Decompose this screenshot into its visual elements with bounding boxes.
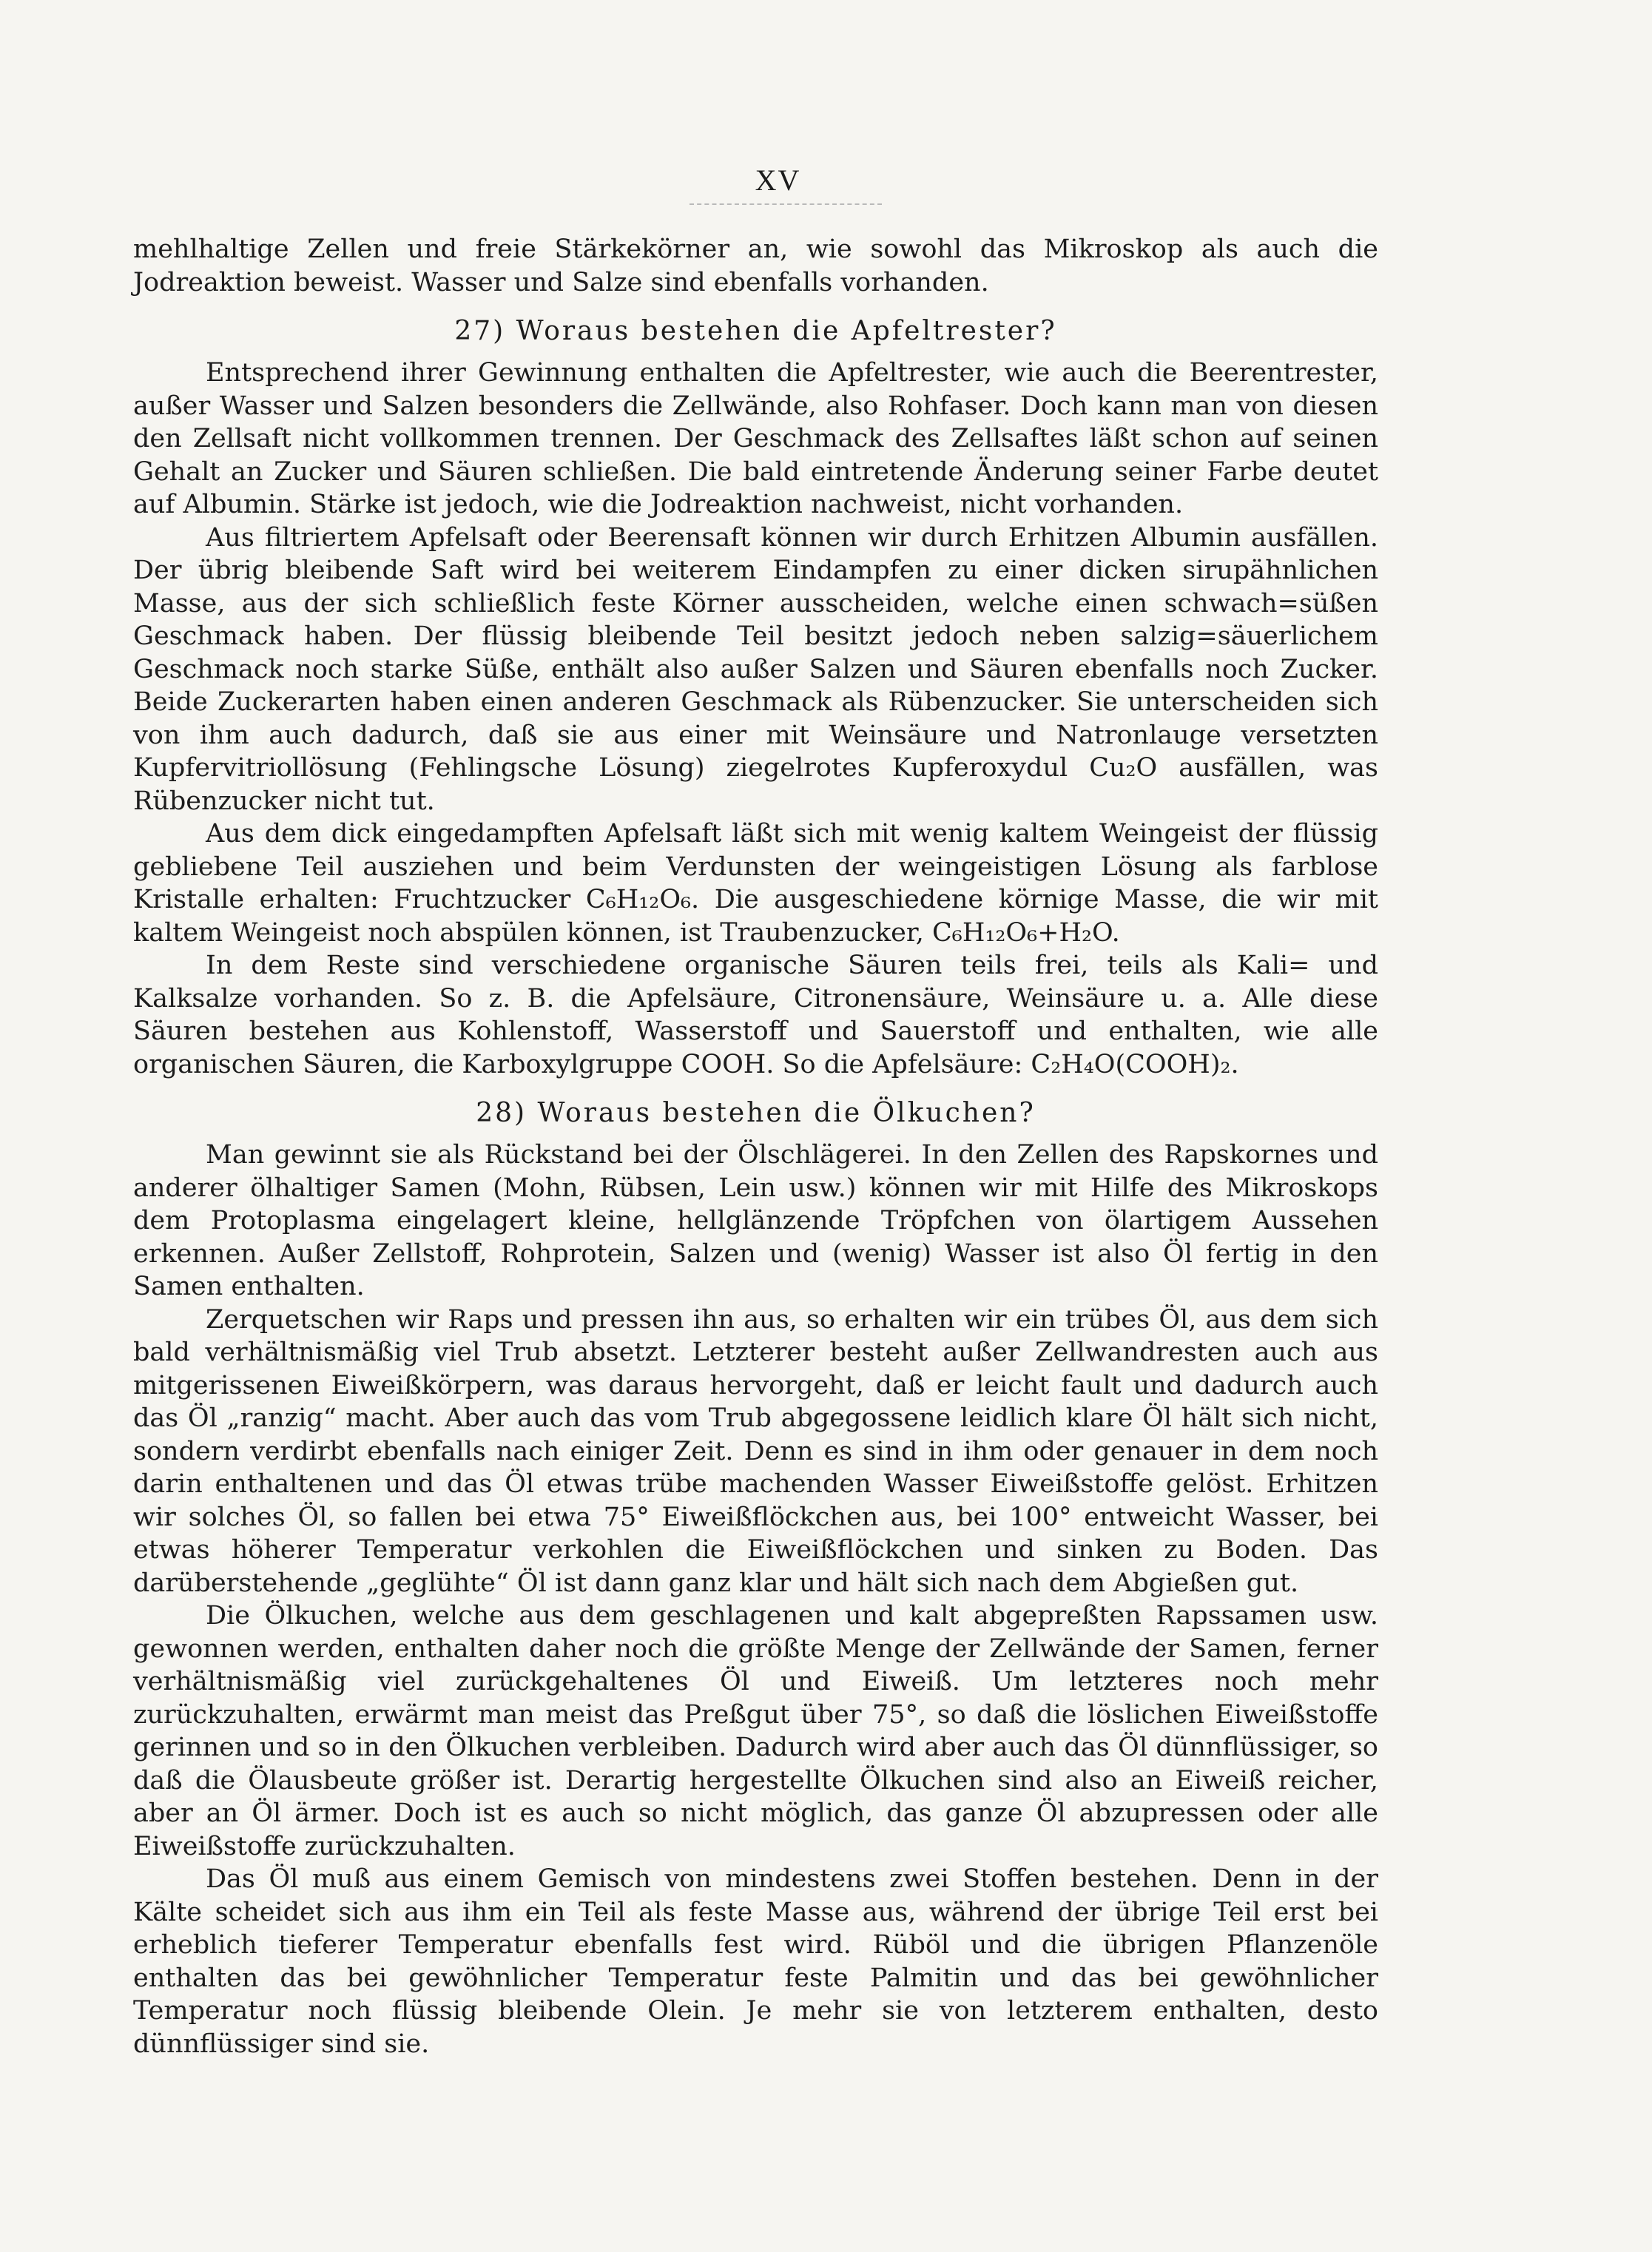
question-heading-27: 27) Woraus bestehen die Apfeltrester? [454, 316, 1057, 346]
question-heading-28: 28) Woraus bestehen die Ölkuchen? [476, 1098, 1036, 1128]
paragraph-raps-pressen: Zerquetschen wir Raps und pressen ihn aus, so erhalten wir ein trübes Öl, aus dem sich bald verhältnismäßig viel Trub absetzt. Letzterer besteht außer Zellwandresten auch aus mitgerissenen Eiweißkörpern, was daraus hervorgeht, daß er leicht fault und dadurch auch das Öl „ranzig“ macht. Aber auch das vom Trub abgegossene leidlich klare Öl hält sich nicht, sondern verdirbt ebenfalls nach einiger Zeit. Denn es sind in ihm oder genauer in dem noch darin enthaltenen und das Öl etwas trübe machenden Wasser Eiweißstoffe gelöst. Erhitzen wir solches Öl, so fallen bei etwa 75° Eiweißflöckchen aus, bei 100° entweicht Wasser, bei etwas höherer Temperatur verkohlen die Eiweißflöckchen und sinken zu Boden. Das darüberstehende „geglühte“ Öl ist dann ganz klar und hält sich nach dem Abgießen gut. [133, 1304, 1378, 1598]
paragraph-oel-gemisch: Das Öl muß aus einem Gemisch von mindestens zwei Stoffen bestehen. Denn in der Kälte scheidet sich aus ihm ein Teil als feste Masse aus, während der übrige Teil erst bei erheblich tieferer Temperatur ebenfalls fest wird. Rüböl und die übrigen Pflanzenöle enthalten das bei gewöhnlicher Temperatur feste Palmitin und das bei gewöhnlicher Temperatur noch flüssig bleibende Olein. Je mehr sie von letzterem enthalten, desto dünnflüssiger sind sie. [133, 1864, 1378, 2059]
paragraph-apfelsaft-zucker: Aus filtriertem Apfelsaft oder Beerensaft können wir durch Erhitzen Albumin ausfällen. Der übrig bleibende Saft wird bei weiterem Eindampfen zu einer dicken sirupähnlichen Masse, aus der sich schließlich feste Körner ausscheiden, welche einen schwach=süßen Geschmack haben. Der flüssig bleibende Teil besitzt jedoch neben salzig=säuerlichem Geschmack noch starke Süße, enthält also außer Salzen und Säuren ebenfalls noch Zucker. Beide Zuckerarten haben einen anderen Geschmack als Rübenzucker. Sie unterscheiden sich von ihm auch dadurch, daß sie aus einer mit Weinsäure und Natronlauge versetzten Kupfervitriollösung (Fehlingsche Lösung) ziegelrotes Kupferoxydul Cu₂O ausfällen, was Rübenzucker nicht tut. [133, 522, 1378, 816]
paragraph-continuation: mehlhaltige Zellen und freie Stärkekörner an, wie sowohl das Mikroskop als auch die Jodreaktion beweist. Wasser und Salze sind ebenfalls vorhanden. [133, 235, 1378, 297]
page-number: XV [755, 163, 801, 197]
paragraph-fruchtzucker: Aus dem dick eingedampften Apfelsaft läßt sich mit wenig kaltem Weingeist der flüssig gebliebene Teil ausziehen und beim Verdunsten der weingeistigen Lösung als farblose Kristalle erhalten: Fruchtzucker C₆H₁₂O₆. Die ausgeschiedene körnige Masse, die wir mit kaltem Weingeist noch abspülen können, ist Traubenzucker, C₆H₁₂O₆+H₂O. [133, 819, 1378, 948]
paragraph-organische-saeuren: In dem Reste sind verschiedene organische Säuren teils frei, teils als Kali= und Kalksalze vorhanden. So z. B. die Apfelsäure, Citronensäure, Weinsäure u. a. Alle diese Säuren bestehen aus Kohlenstoff, Wasserstoff und Sauerstoff und enthalten, wie alle organischen Säuren, die Karboxylgruppe COOH. So die Apfelsäure: C₂H₄O(COOH)₂. [133, 951, 1378, 1079]
paragraph-apfeltrester-composition: Entsprechend ihrer Gewinnung enthalten die Apfeltrester, wie auch die Beerentrester, außer Wasser und Salzen besonders die Zellwände, also Rohfaser. Doch kann man von diesen den Zellsaft nicht vollkommen trennen. Der Geschmack des Zellsaftes läßt schon auf seinen Gehalt an Zucker und Säuren schließen. Die bald eintretende Änderung seiner Farbe deutet auf Albumin. Stärke ist jedoch, wie die Jodreaktion nachweist, nicht vorhanden. [133, 358, 1378, 519]
folio-ornament-rule [690, 203, 882, 205]
paragraph-oelkuchen-inhalt: Die Ölkuchen, welche aus dem geschlagenen und kalt abgepreßten Rapssamen usw. gewonnen werden, enthalten daher noch die größte Menge der Zellwände der Samen, ferner verhältnismäßig viel zurückgehaltenes Öl und Eiweiß. Um letzteres noch mehr zurückzuhalten, erwärmt man meist das Preßgut über 75°, so daß die löslichen Eiweißstoffe gerinnen und so in den Ölkuchen verbleiben. Dadurch wird aber auch das Öl dünnflüssiger, so daß die Ölausbeute größer ist. Derartig hergestellte Ölkuchen sind also an Eiweiß reicher, aber an Öl ärmer. Doch ist es auch so nicht möglich, das ganze Öl abzupressen oder alle Eiweißstoffe zurückzuhalten. [133, 1601, 1378, 1861]
paragraph-oelkuchen-gewinnung: Man gewinnt sie als Rückstand bei der Ölschlägerei. In den Zellen des Rapskornes und anderer ölhaltiger Samen (Mohn, Rübsen, Lein usw.) können wir mit Hilfe des Mikroskops dem Protoplasma eingelagert kleine, hellglänzende Tröpfchen von ölartigem Aussehen erkennen. Außer Zellstoff, Rohprotein, Salzen und (wenig) Wasser ist also Öl fertig in den Samen enthalten. [133, 1140, 1378, 1301]
